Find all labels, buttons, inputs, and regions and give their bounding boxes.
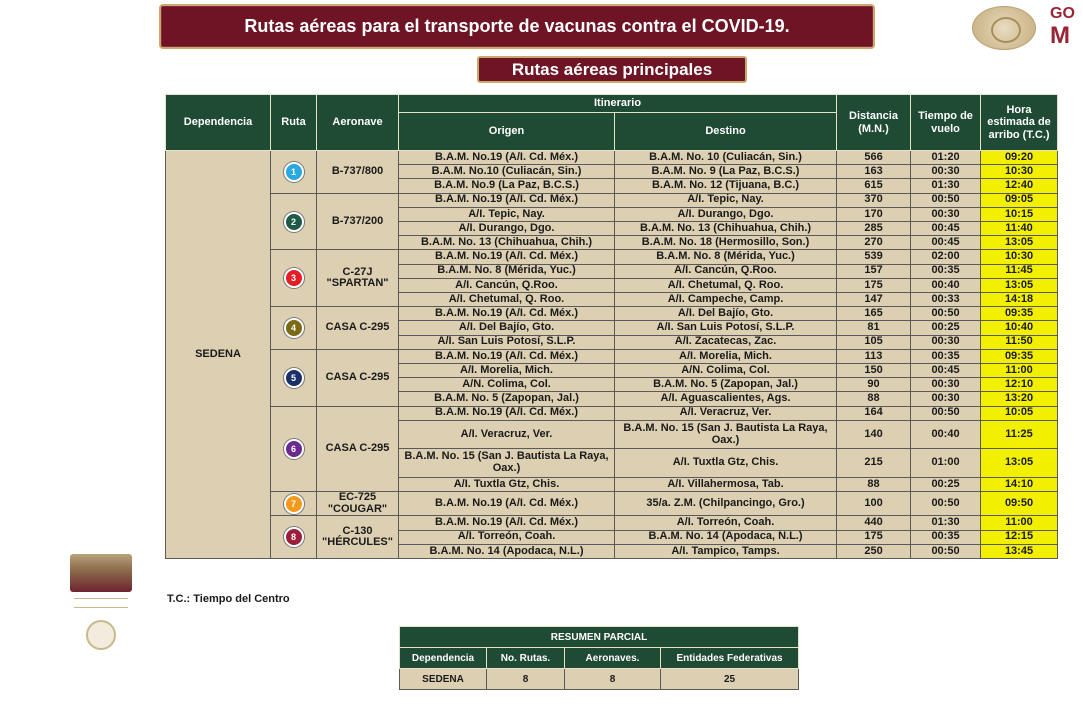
arrival-time-cell: 10:05	[981, 406, 1058, 420]
route-badge-icon: 5	[284, 368, 304, 388]
aircraft-cell: B-737/800	[317, 151, 399, 194]
destination-cell: B.A.M. No. 14 (Apodaca, N.L.)	[615, 530, 837, 544]
origin-cell: B.A.M. No.19 (A/I. Cd. Méx.)	[399, 491, 615, 515]
distance-cell: 90	[837, 378, 911, 392]
distance-cell: 175	[837, 278, 911, 292]
header-origen: Origen	[399, 113, 615, 151]
arrival-time-cell: 12:40	[981, 179, 1058, 193]
route-number-cell	[271, 349, 317, 406]
route-leg-row	[166, 307, 1058, 321]
summary-entidades: 25	[661, 669, 799, 690]
gov-text-line-1: GO	[1050, 5, 1075, 22]
flight-time-cell: 00:45	[911, 222, 981, 236]
destination-cell: A/N. Colima, Col.	[615, 364, 837, 378]
arrival-time-cell: 09:35	[981, 349, 1058, 363]
destination-cell: A/I. Tepic, Nay.	[615, 193, 837, 207]
aircraft-cell: C-27J "SPARTAN"	[317, 250, 399, 307]
summary-header-aeronaves: Aeronaves.	[565, 648, 661, 669]
distance-cell: 539	[837, 250, 911, 264]
header-tiempo: Tiempo de vuelo	[911, 95, 981, 151]
flight-time-cell: 00:35	[911, 264, 981, 278]
origin-cell: B.A.M. No.19 (A/I. Cd. Méx.)	[399, 250, 615, 264]
arrival-time-cell: 09:20	[981, 151, 1058, 165]
flight-time-cell: 01:00	[911, 449, 981, 477]
destination-cell: A/I. Veracruz, Ver.	[615, 406, 837, 420]
route-number-cell	[271, 307, 317, 350]
origin-cell: A/I. Veracruz, Ver.	[399, 420, 615, 448]
flight-time-cell: 01:30	[911, 179, 981, 193]
origin-cell: B.A.M. No.19 (A/I. Cd. Méx.)	[399, 151, 615, 165]
destination-cell: B.A.M. No. 13 (Chihuahua, Chih.)	[615, 222, 837, 236]
flight-time-cell: 00:35	[911, 349, 981, 363]
distance-cell: 100	[837, 491, 911, 515]
arrival-time-cell: 13:05	[981, 278, 1058, 292]
origin-cell: B.A.M. No.19 (A/I. Cd. Méx.)	[399, 307, 615, 321]
header-ruta: Ruta	[271, 95, 317, 151]
aircraft-cell: EC-725 "COUGAR"	[317, 491, 399, 515]
aircraft-cell: C-130 "HÉRCULES"	[317, 516, 399, 559]
aircraft-cell: CASA C-295	[317, 307, 399, 350]
distance-cell: 440	[837, 516, 911, 530]
destination-cell: A/I. Del Bajío, Gto.	[615, 307, 837, 321]
origin-cell: B.A.M. No. 5 (Zapopan, Jal.)	[399, 392, 615, 406]
route-leg-row	[166, 193, 1058, 207]
origin-cell: A/N. Colima, Col.	[399, 378, 615, 392]
destination-cell: A/I. Chetumal, Q. Roo.	[615, 278, 837, 292]
summary-table-container	[399, 626, 798, 690]
flight-time-cell: 00:30	[911, 335, 981, 349]
header-hora: Hora estimada de arribo (T.C.)	[981, 95, 1058, 151]
destination-cell: B.A.M. No. 9 (La Paz, B.C.S.)	[615, 165, 837, 179]
destination-cell: A/I. Zacatecas, Zac.	[615, 335, 837, 349]
header-dependencia: Dependencia	[166, 95, 271, 151]
flight-time-cell: 01:30	[911, 516, 981, 530]
subtitle: Rutas aéreas principales	[511, 59, 713, 79]
destination-cell: B.A.M. No. 15 (San J. Bautista La Raya, Oax.)	[615, 420, 837, 448]
arrival-time-cell: 09:05	[981, 193, 1058, 207]
route-number-cell	[271, 491, 317, 515]
origin-cell: A/I. Morelia, Mich.	[399, 364, 615, 378]
flight-time-cell: 00:50	[911, 491, 981, 515]
route-badge-icon: 2	[284, 212, 304, 232]
route-leg-row	[166, 406, 1058, 420]
flight-time-cell: 00:25	[911, 321, 981, 335]
dependencia-cell: SEDENA	[166, 151, 271, 559]
summary-table	[399, 626, 799, 690]
destination-cell: B.A.M. No. 8 (Mérida, Yuc.)	[615, 250, 837, 264]
distance-cell: 285	[837, 222, 911, 236]
origin-cell: A/I. Cancún, Q.Roo.	[399, 278, 615, 292]
destination-cell: A/I. Morelia, Mich.	[615, 349, 837, 363]
destination-cell: A/I. Tampico, Tamps.	[615, 544, 837, 558]
origin-cell: B.A.M. No.19 (A/I. Cd. Méx.)	[399, 193, 615, 207]
flight-time-cell: 00:30	[911, 378, 981, 392]
distance-cell: 105	[837, 335, 911, 349]
heroes-emblem-icon	[70, 554, 132, 592]
flight-time-cell: 00:50	[911, 544, 981, 558]
origin-cell: B.A.M. No.19 (A/I. Cd. Méx.)	[399, 516, 615, 530]
route-number-cell	[271, 151, 317, 194]
flight-time-cell: 00:50	[911, 193, 981, 207]
route-leg-row	[166, 250, 1058, 264]
header-destino: Destino	[615, 113, 837, 151]
route-badge-icon: 1	[284, 162, 304, 182]
arrival-time-cell: 14:10	[981, 477, 1058, 491]
distance-cell: 81	[837, 321, 911, 335]
origin-cell: B.A.M. No. 8 (Mérida, Yuc.)	[399, 264, 615, 278]
flight-time-cell: 00:45	[911, 236, 981, 250]
flight-time-cell: 00:30	[911, 207, 981, 221]
distance-cell: 150	[837, 364, 911, 378]
arrival-time-cell: 09:50	[981, 491, 1058, 515]
routes-table-body	[166, 151, 1058, 559]
destination-cell: A/I. Cancún, Q.Roo.	[615, 264, 837, 278]
destination-cell: A/I. Torreón, Coah.	[615, 516, 837, 530]
arrival-time-cell: 11:45	[981, 264, 1058, 278]
flight-time-cell: 00:30	[911, 392, 981, 406]
origin-cell: B.A.M. No. 14 (Apodaca, N.L.)	[399, 544, 615, 558]
arrival-time-cell: 09:35	[981, 307, 1058, 321]
emblem-divider	[74, 598, 128, 608]
destination-cell: B.A.M. No. 5 (Zapopan, Jal.)	[615, 378, 837, 392]
flight-time-cell: 00:50	[911, 406, 981, 420]
left-emblem	[66, 548, 136, 653]
origin-cell: B.A.M. No.10 (Culiacán, Sin.)	[399, 165, 615, 179]
routes-table-container	[165, 94, 1057, 559]
arrival-time-cell: 13:05	[981, 449, 1058, 477]
arrival-time-cell: 11:00	[981, 516, 1058, 530]
aircraft-cell: B-737/200	[317, 193, 399, 250]
origin-cell: A/I. Tuxtla Gtz, Chis.	[399, 477, 615, 491]
destination-cell: A/I. Aguascalientes, Ags.	[615, 392, 837, 406]
route-badge-icon: 7	[284, 494, 304, 514]
destination-cell: A/I. Villahermosa, Tab.	[615, 477, 837, 491]
origin-cell: A/I. Chetumal, Q. Roo.	[399, 293, 615, 307]
distance-cell: 170	[837, 207, 911, 221]
distance-cell: 140	[837, 420, 911, 448]
summary-aeronaves: 8	[565, 669, 661, 690]
arrival-time-cell: 11:00	[981, 364, 1058, 378]
route-leg-row	[166, 151, 1058, 165]
arrival-time-cell: 13:45	[981, 544, 1058, 558]
aircraft-cell: CASA C-295	[317, 406, 399, 491]
destination-cell: A/I. San Luis Potosí, S.L.P.	[615, 321, 837, 335]
route-number-cell	[271, 193, 317, 250]
national-seal-icon	[972, 6, 1036, 50]
main-title: Rutas aéreas para el transporte de vacunas contra el COVID-19.	[244, 16, 790, 36]
origin-cell: A/I. Durango, Dgo.	[399, 222, 615, 236]
distance-cell: 250	[837, 544, 911, 558]
route-leg-row	[166, 349, 1058, 363]
summary-rutas: 8	[487, 669, 565, 690]
destination-cell: B.A.M. No. 12 (Tijuana, B.C.)	[615, 179, 837, 193]
arrival-time-cell: 10:30	[981, 250, 1058, 264]
distance-cell: 157	[837, 264, 911, 278]
flight-time-cell: 00:30	[911, 165, 981, 179]
route-badge-icon: 4	[284, 318, 304, 338]
arrival-time-cell: 14:18	[981, 293, 1058, 307]
aircraft-cell: CASA C-295	[317, 349, 399, 406]
subtitle-banner	[477, 56, 747, 83]
origin-cell: B.A.M. No.19 (A/I. Cd. Méx.)	[399, 349, 615, 363]
flight-time-cell: 02:00	[911, 250, 981, 264]
distance-cell: 88	[837, 477, 911, 491]
route-number-cell	[271, 516, 317, 559]
origin-cell: B.A.M. No.9 (La Paz, B.C.S.)	[399, 179, 615, 193]
destination-cell: A/I. Tuxtla Gtz, Chis.	[615, 449, 837, 477]
summary-header-dependencia: Dependencia	[400, 648, 487, 669]
flight-time-cell: 00:50	[911, 307, 981, 321]
gov-text-line-2: M	[1050, 22, 1070, 49]
flight-time-cell: 00:40	[911, 278, 981, 292]
distance-cell: 164	[837, 406, 911, 420]
route-number-cell	[271, 250, 317, 307]
origin-cell: B.A.M. No. 13 (Chihuahua, Chih.)	[399, 236, 615, 250]
origin-cell: A/I. San Luis Potosí, S.L.P.	[399, 335, 615, 349]
summary-title: RESUMEN PARCIAL	[400, 627, 799, 648]
origin-cell: A/I. Del Bajío, Gto.	[399, 321, 615, 335]
route-badge-icon: 8	[284, 527, 304, 547]
destination-cell: A/I. Durango, Dgo.	[615, 207, 837, 221]
origin-cell: B.A.M. No. 15 (San J. Bautista La Raya, Oax.)	[399, 449, 615, 477]
origin-cell: B.A.M. No.19 (A/I. Cd. Méx.)	[399, 406, 615, 420]
distance-cell: 215	[837, 449, 911, 477]
route-badge-icon: 6	[284, 439, 304, 459]
arrival-time-cell: 12:10	[981, 378, 1058, 392]
origin-cell: A/I. Tepic, Nay.	[399, 207, 615, 221]
flight-time-cell: 00:45	[911, 364, 981, 378]
flight-time-cell: 00:33	[911, 293, 981, 307]
header-itinerario: Itinerario	[399, 95, 837, 113]
arrival-time-cell: 11:50	[981, 335, 1058, 349]
destination-cell: B.A.M. No. 10 (Culiacán, Sin.)	[615, 151, 837, 165]
destination-cell: 35/a. Z.M. (Chilpancingo, Gro.)	[615, 491, 837, 515]
header-aeronave: Aeronave	[317, 95, 399, 151]
distance-cell: 270	[837, 236, 911, 250]
arrival-time-cell: 10:15	[981, 207, 1058, 221]
arrival-time-cell: 13:20	[981, 392, 1058, 406]
distance-cell: 88	[837, 392, 911, 406]
destination-cell: A/I. Campeche, Camp.	[615, 293, 837, 307]
distance-cell: 165	[837, 307, 911, 321]
time-zone-note: T.C.: Tiempo del Centro	[167, 593, 290, 605]
summary-header-rutas: No. Rutas.	[487, 648, 565, 669]
arrival-time-cell: 11:40	[981, 222, 1058, 236]
distance-cell: 615	[837, 179, 911, 193]
arrival-time-cell: 11:25	[981, 420, 1058, 448]
routes-table	[165, 94, 1058, 559]
route-leg-row	[166, 516, 1058, 530]
government-logo-text	[1050, 6, 1075, 48]
flight-time-cell: 00:35	[911, 530, 981, 544]
small-seal-icon	[86, 620, 116, 650]
destination-cell: B.A.M. No. 18 (Hermosillo, Son.)	[615, 236, 837, 250]
route-number-cell	[271, 406, 317, 491]
summary-dependencia: SEDENA	[400, 669, 487, 690]
distance-cell: 113	[837, 349, 911, 363]
distance-cell: 370	[837, 193, 911, 207]
flight-time-cell: 00:25	[911, 477, 981, 491]
flight-time-cell: 01:20	[911, 151, 981, 165]
route-badge-icon: 3	[284, 268, 304, 288]
main-title-banner	[159, 4, 875, 49]
summary-header-entidades: Entidades Federativas	[661, 648, 799, 669]
distance-cell: 163	[837, 165, 911, 179]
arrival-time-cell: 10:40	[981, 321, 1058, 335]
distance-cell: 566	[837, 151, 911, 165]
arrival-time-cell: 13:05	[981, 236, 1058, 250]
arrival-time-cell: 10:30	[981, 165, 1058, 179]
distance-cell: 175	[837, 530, 911, 544]
route-leg-row	[166, 491, 1058, 515]
header-distancia: Distancia (M.N.)	[837, 95, 911, 151]
origin-cell: A/I. Torreón, Coah.	[399, 530, 615, 544]
government-logo	[972, 4, 1083, 52]
flight-time-cell: 00:40	[911, 420, 981, 448]
arrival-time-cell: 12:15	[981, 530, 1058, 544]
distance-cell: 147	[837, 293, 911, 307]
